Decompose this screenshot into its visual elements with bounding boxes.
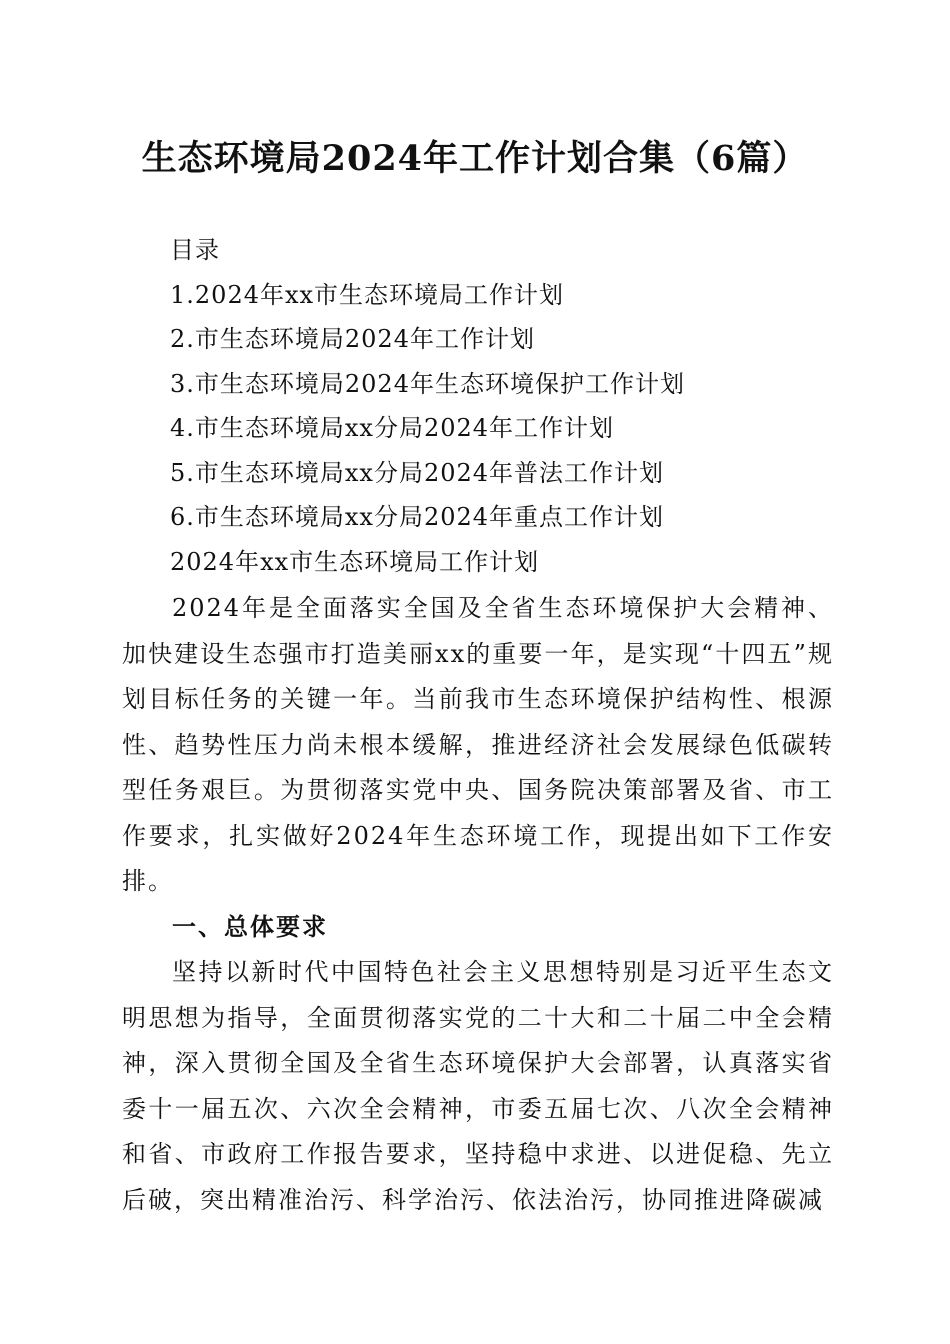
toc-item: 6.市生态环境局xx分局2024年重点工作计划	[170, 503, 665, 531]
table-of-contents	[170, 228, 870, 584]
toc-item: 5.市生态环境局xx分局2024年普法工作计划	[170, 458, 665, 487]
section-heading: 一、总体要求	[172, 912, 328, 941]
section-title: 2024年xx市生态环境局工作计划	[170, 547, 540, 576]
document-body	[122, 586, 834, 1223]
toc-item: 3.市生态环境局2024年生态环境保护工作计划	[170, 369, 685, 398]
intro-paragraph: 2024年是全面落实全国及全省生态环境保护大会精神、加快建设生态强市打造美丽xx的重要一年，是实现“十四五”规划目标任务的关键一年。当前我市生态环境保护结构性、根源性、趋势性压力尚未根本缓解，推进经济社会发展绿色低碳转型任务艰巨。为贯彻落实党中央、国务院决策部署及省、市工作要求，扎实做好2024年生态环境工作，现提出如下工作安排。	[122, 594, 834, 895]
toc-item: 2.市生态环境局2024年工作计划	[170, 325, 535, 353]
body-paragraph: 坚持以新时代中国特色社会主义思想特别是习近平生态文明思想为指导，全面贯彻落实党的二十大和二十届二中全会精神，深入贯彻全国及全省生态环境保护大会部署，认真落实省委十一届五次、六次全会精神，市委五届七次、八次全会精神和省、市政府工作报告要求，坚持稳中求进、以进促稳、先立后破，突出精准治污、科学治污、依法治污，协同推进降碳减	[122, 958, 834, 1214]
toc-item: 1.2024年xx市生态环境局工作计划	[170, 280, 565, 309]
document-title: 生态环境局2024年工作计划合集（6篇）	[141, 138, 809, 179]
toc-item: 4.市生态环境局xx分局2024年工作计划	[170, 414, 615, 442]
toc-heading: 目录	[170, 236, 220, 264]
